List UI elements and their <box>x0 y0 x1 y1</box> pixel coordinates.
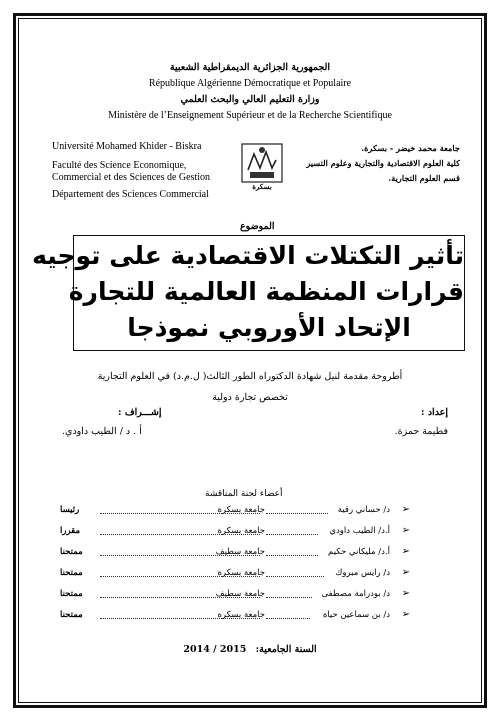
logo-caption: بسكرة <box>252 182 272 191</box>
university-name-ar: جامعة محمد خيضر - بسكرة. <box>361 143 460 153</box>
member-university: جامعة سطيف <box>215 547 265 557</box>
bullet-arrow-icon: ➢ <box>401 525 410 536</box>
committee-member <box>60 505 410 519</box>
bullet-arrow-icon: ➢ <box>401 588 410 599</box>
member-university: جامعة بسكرة <box>217 526 265 536</box>
faculty-name-ar: كلية العلوم الاقتصادية والتجارية وعلوم التسير <box>306 158 460 168</box>
dotted-leader <box>266 534 318 535</box>
dotted-leader <box>100 513 260 514</box>
dotted-leader <box>100 555 260 556</box>
institution-block-fr <box>52 141 227 201</box>
member-role: ممتحنا <box>60 568 83 578</box>
department-name-ar: قسم العلوم التجارية. <box>388 173 460 183</box>
bullet-arrow-icon: ➢ <box>401 609 410 620</box>
dotted-leader <box>266 555 318 556</box>
member-university: جامعة بسكرة <box>217 505 265 515</box>
subject-label: الموضوع <box>240 221 275 232</box>
dotted-leader <box>266 576 324 577</box>
member-role: ممتحنا <box>60 610 83 620</box>
thesis-title-line-2: قرارات المنظمة العالمية للتجارة <box>68 277 464 306</box>
academic-year-value: 2014 / 2015 <box>183 644 247 655</box>
institution-block-ar <box>295 141 460 186</box>
committee-title: أعضاء لجنة المناقشة <box>205 489 283 499</box>
member-university: جامعة بسكرة <box>217 568 265 578</box>
committee-member <box>60 547 410 561</box>
dotted-leader <box>100 534 260 535</box>
supervisor-name: أ . د / الطيب داودي. <box>62 426 142 437</box>
member-role: مقررا <box>60 526 81 536</box>
member-name: د/ رايس مبروك <box>335 568 390 578</box>
dotted-leader <box>266 618 310 619</box>
dotted-leader <box>266 597 312 598</box>
department-name-fr: Département des Sciences Commercial <box>52 188 209 200</box>
member-role: ممتحنا <box>60 547 83 557</box>
member-role: رئيسا <box>60 505 80 515</box>
member-role: ممتحنا <box>60 589 83 599</box>
committee-member <box>60 568 410 582</box>
university-name-fr: Université Mohamed Khider - Biskra <box>52 141 202 152</box>
member-name: أ.د/ الطيب داودي <box>329 526 390 536</box>
academic-year-label: السنة الجامعية: <box>255 644 317 655</box>
committee-member <box>60 610 410 624</box>
committee-member <box>60 589 410 603</box>
faculty-name-fr-line2: Commercial et des Sciences de Gestion <box>52 172 211 183</box>
academic-year <box>0 644 500 655</box>
university-logo-icon <box>240 142 284 192</box>
supervision-label: إشـــراف : <box>118 407 162 418</box>
header-ministry-fr: Ministère de l’Enseignement Supérieur et de la Recherche Scientifique <box>108 110 392 121</box>
prepared-by-name: فطيمة حمزة. <box>394 426 448 437</box>
thesis-title-box <box>32 235 465 351</box>
member-name: أ.د/ مليكاني حكيم <box>328 547 390 557</box>
thesis-description: أطروحة مقدمة لنيل شهادة الدكتوراه الطور الثالث( ل.م.د) في العلوم التجارية <box>97 371 403 382</box>
bullet-arrow-icon: ➢ <box>401 546 410 557</box>
dotted-leader <box>100 618 260 619</box>
header-republic-fr: République Algérienne Démocratique et Populaire <box>148 78 352 89</box>
member-name: د/ حساني رقية <box>337 505 390 515</box>
prepared-by-label: إعداد : <box>421 407 448 418</box>
bullet-arrow-icon: ➢ <box>401 504 410 515</box>
thesis-specialty: تخصص تجارة دولية <box>212 392 288 403</box>
thesis-title-line-3: الإتحاد الأوروبي نموذجا <box>127 313 411 342</box>
dotted-leader <box>100 597 260 598</box>
dotted-leader <box>266 513 328 514</box>
dotted-leader <box>100 576 260 577</box>
thesis-title-line-1: تأثير التكتلات الاقتصادية على توجيه <box>32 241 464 270</box>
member-university: جامعة بسكرة <box>217 610 265 620</box>
member-name: د/ بن سماعين حياة <box>322 610 390 620</box>
member-university: جامعة سطيف <box>215 589 265 599</box>
committee-member <box>60 526 410 540</box>
member-name: د/ بودرامة مصطفى <box>321 589 390 599</box>
bullet-arrow-icon: ➢ <box>401 567 410 578</box>
header-republic-ar: الجمهورية الجزائرية الديمقراطية الشعبية <box>169 62 331 73</box>
header-ministry-ar: وزارة التعليم العالي والبحث العلمي <box>180 94 320 105</box>
faculty-name-fr-line1: Faculté des Science Economique, <box>52 159 187 171</box>
